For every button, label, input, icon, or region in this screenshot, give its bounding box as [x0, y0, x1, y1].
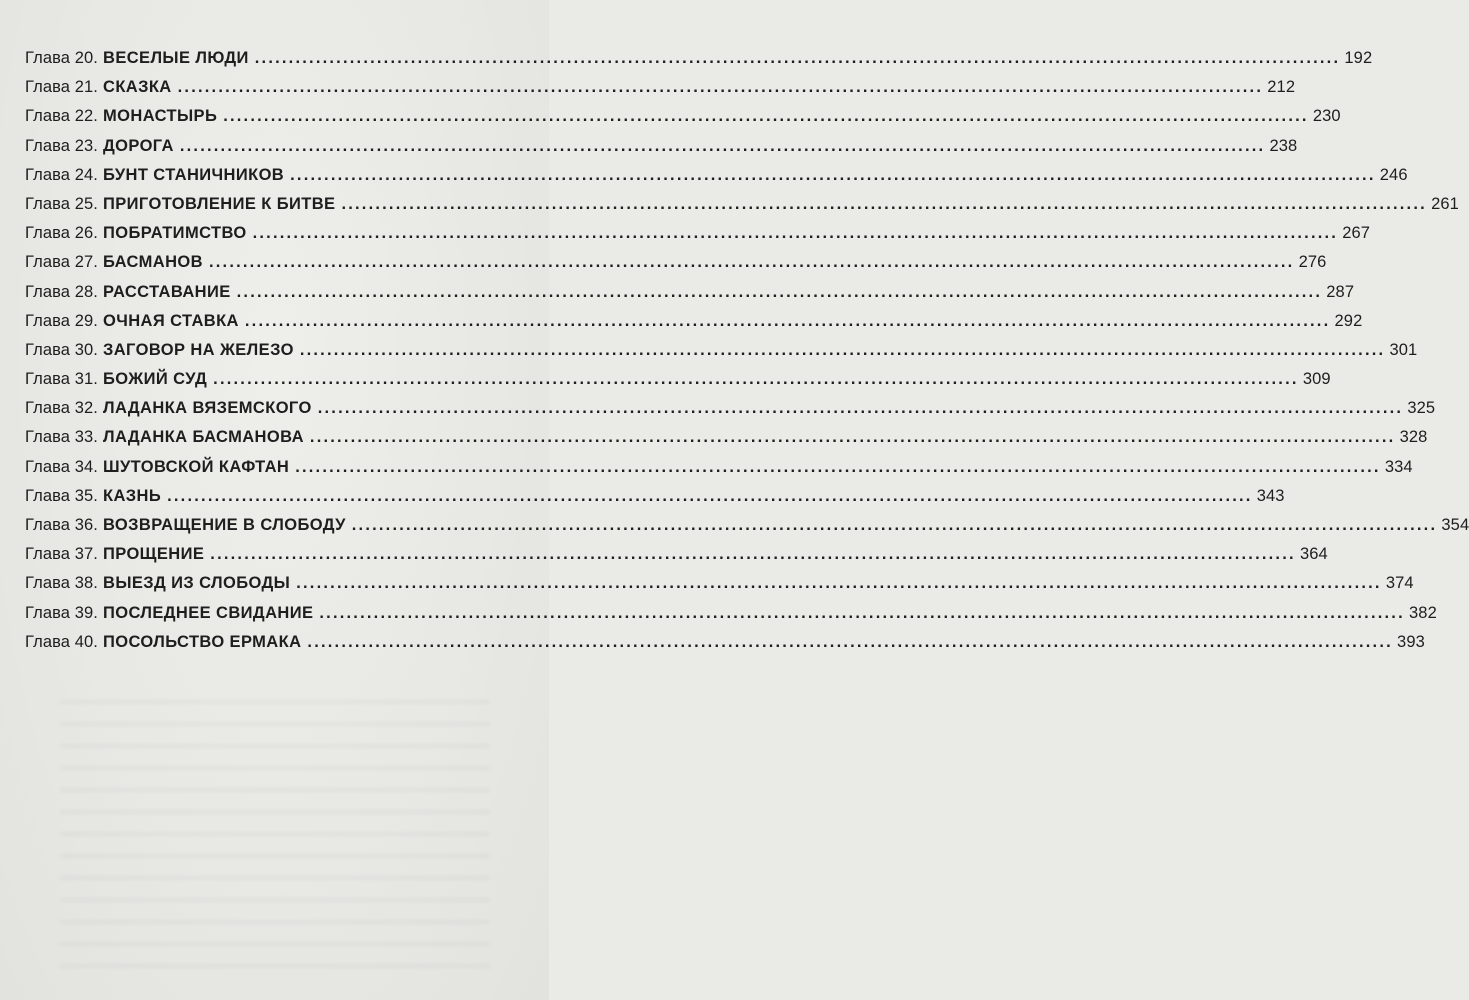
toc-entry	[25, 107, 1341, 136]
toc-entry	[25, 632, 1425, 662]
page-number: 334	[1384, 457, 1413, 476]
toc-entry	[25, 603, 1437, 633]
dot-leader: ................................................................................................................................................................	[244, 311, 1331, 330]
page-number: 287	[1326, 282, 1355, 301]
page-number: 261	[1431, 194, 1459, 213]
chapter-title: ОЧНАЯ СТАВКА	[103, 311, 239, 330]
toc-entry	[25, 457, 1413, 487]
page-number: 192	[1344, 49, 1373, 67]
chapter-title: ДОРОГА	[103, 136, 174, 155]
chapter-title: ПОСЛЕДНЕЕ СВИДАНИЕ	[103, 603, 314, 622]
dot-leader: ................................................................................................................................................................	[208, 253, 1295, 272]
page-number: 325	[1407, 399, 1436, 418]
chapter-number: Глава 32.	[25, 399, 98, 418]
show-through-texture	[60, 700, 490, 980]
chapter-title: ЛАДАНКА БАСМАНОВА	[103, 428, 304, 447]
toc-entry	[25, 253, 1327, 282]
dot-leader: ................................................................................................................................................................	[223, 107, 1309, 126]
chapter-title: РАССТАВАНИЕ	[103, 282, 231, 301]
toc-entry	[25, 340, 1418, 370]
chapter-title: БОЖИЙ СУД	[103, 370, 208, 389]
page-number: 230	[1312, 107, 1341, 126]
chapter-number: Глава 36.	[25, 516, 98, 534]
chapter-number: Глава 20.	[25, 49, 98, 67]
chapter-number: Глава 21.	[25, 78, 98, 97]
page-number: 276	[1298, 253, 1327, 272]
chapter-number: Глава 24.	[25, 165, 98, 184]
table-of-contents	[25, 49, 1469, 662]
page-number: 382	[1409, 603, 1437, 622]
chapter-title: ВЫЕЗД ИЗ СЛОБОДЫ	[103, 574, 291, 593]
toc-entry	[25, 78, 1296, 107]
chapter-number: Глава 22.	[25, 107, 98, 126]
page-number: 354	[1441, 516, 1469, 534]
page-number: 309	[1302, 370, 1331, 389]
chapter-number: Глава 40.	[25, 632, 98, 651]
chapter-title: БУНТ СТАНИЧНИКОВ	[103, 165, 285, 184]
dot-leader: ................................................................................................................................................................	[341, 194, 1427, 213]
dot-leader: ................................................................................................................................................................	[296, 574, 1382, 593]
page-number: 212	[1267, 78, 1296, 97]
chapter-number: Глава 27.	[25, 253, 98, 272]
chapter-number: Глава 30.	[25, 340, 98, 359]
page-number: 374	[1385, 574, 1414, 593]
chapter-title: СКАЗКА	[103, 78, 172, 97]
chapter-number: Глава 29.	[25, 311, 98, 330]
chapter-title: ЗАГОВОР НА ЖЕЛЕЗО	[103, 340, 294, 359]
dot-leader: ................................................................................................................................................................	[295, 457, 1381, 476]
toc-entry	[25, 136, 1298, 166]
dot-leader: ................................................................................................................................................................	[213, 370, 1299, 389]
chapter-number: Глава 23.	[25, 136, 98, 155]
dot-leader: ................................................................................................................................................................	[309, 428, 1396, 447]
dot-leader: ................................................................................................................................................................	[307, 632, 1393, 651]
chapter-title: КАЗНЬ	[103, 486, 162, 505]
toc-entry	[25, 516, 1469, 545]
page-number: 301	[1389, 340, 1418, 359]
chapter-title: ВОЗВРАЩЕНИЕ В СЛОБОДУ	[103, 516, 346, 534]
dot-leader: ................................................................................................................................................................	[177, 78, 1264, 97]
dot-leader: ................................................................................................................................................................	[210, 545, 1296, 564]
chapter-number: Глава 35.	[25, 486, 98, 505]
chapter-number: Глава 39.	[25, 603, 98, 622]
page-number: 343	[1256, 486, 1285, 505]
chapter-title: ПОБРАТИМСТВО	[103, 224, 247, 243]
page-number: 292	[1334, 311, 1363, 330]
chapter-number: Глава 34.	[25, 457, 98, 476]
page-number: 364	[1299, 545, 1328, 564]
dot-leader: ................................................................................................................................................................	[290, 165, 1376, 184]
chapter-number: Глава 37.	[25, 545, 98, 564]
chapter-title: МОНАСТЫРЬ	[103, 107, 218, 126]
chapter-title: ЛАДАНКА ВЯЗЕМСКОГО	[103, 399, 312, 418]
toc-entry	[25, 486, 1285, 516]
chapter-title: БАСМАНОВ	[103, 253, 203, 272]
toc-entry	[25, 311, 1363, 341]
chapter-title: ПОСОЛЬСТВО ЕРМАКА	[103, 632, 302, 651]
chapter-title: ПРОЩЕНИЕ	[103, 545, 205, 564]
chapter-title: ШУТОВСКОЙ КАФТАН	[103, 457, 290, 476]
dot-leader: ................................................................................................................................................................	[319, 603, 1405, 622]
page-number: 238	[1269, 136, 1298, 155]
chapter-title: ПРИГОТОВЛЕНИЕ К БИТВЕ	[103, 194, 336, 213]
dot-leader: ................................................................................................................................................................	[351, 516, 1438, 534]
dot-leader: ................................................................................................................................................................	[299, 340, 1386, 359]
chapter-title: ВЕСЕЛЫЕ ЛЮДИ	[103, 49, 249, 67]
toc-entry	[25, 49, 1373, 78]
toc-entry	[25, 370, 1331, 399]
dot-leader: ................................................................................................................................................................	[317, 399, 1404, 418]
page-number: 267	[1342, 224, 1371, 243]
chapter-number: Глава 26.	[25, 224, 98, 243]
chapter-number: Глава 28.	[25, 282, 98, 301]
dot-leader: ................................................................................................................................................................	[179, 136, 1266, 155]
toc-entry	[25, 194, 1459, 224]
toc-entry	[25, 574, 1414, 603]
chapter-number: Глава 31.	[25, 370, 98, 389]
chapter-number: Глава 25.	[25, 194, 98, 213]
dot-leader: ................................................................................................................................................................	[236, 282, 1323, 301]
page-number: 246	[1379, 165, 1408, 184]
dot-leader: ................................................................................................................................................................	[252, 224, 1339, 243]
chapter-number: Глава 33.	[25, 428, 98, 447]
dot-leader: ................................................................................................................................................................	[167, 486, 1253, 505]
toc-entry	[25, 224, 1371, 253]
toc-entry	[25, 428, 1428, 457]
toc-entry	[25, 165, 1408, 195]
page-number: 328	[1399, 428, 1428, 447]
toc-entry	[25, 545, 1328, 574]
dot-leader: ................................................................................................................................................................	[254, 49, 1341, 67]
page-number: 393	[1397, 632, 1425, 651]
toc-entry	[25, 282, 1355, 312]
toc-entry	[25, 399, 1436, 428]
chapter-number: Глава 38.	[25, 574, 98, 593]
